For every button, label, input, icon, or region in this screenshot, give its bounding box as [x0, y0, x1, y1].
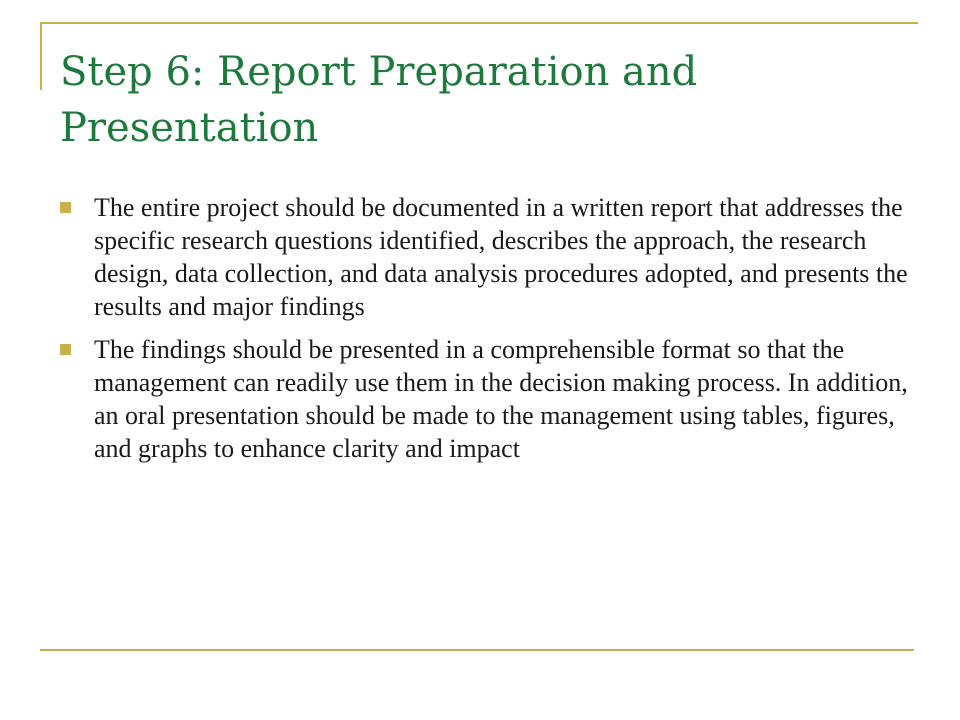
bottom-rule [40, 649, 914, 651]
square-bullet-icon [60, 344, 71, 355]
square-bullet-icon [60, 202, 71, 213]
bullet-text: The findings should be presented in a comprehensible format so that the management can readily use them in the decision making process. In addition, an oral presentation should be made to the management using tables, figures, and graphs to enhance clarity and impact [94, 335, 908, 463]
left-rule [40, 22, 42, 90]
slide-title: Step 6: Report Preparation and Presentation [60, 49, 698, 151]
bullet-item [60, 333, 910, 465]
bullet-text: The entire project should be documented in a written report that addresses the specific research questions identified, describes the approach, the research design, data collection, and data analysis procedures adopted, and presents the results and major findings [94, 193, 908, 321]
bullet-list [60, 191, 910, 475]
bullet-item [60, 191, 910, 323]
top-rule [40, 22, 918, 24]
